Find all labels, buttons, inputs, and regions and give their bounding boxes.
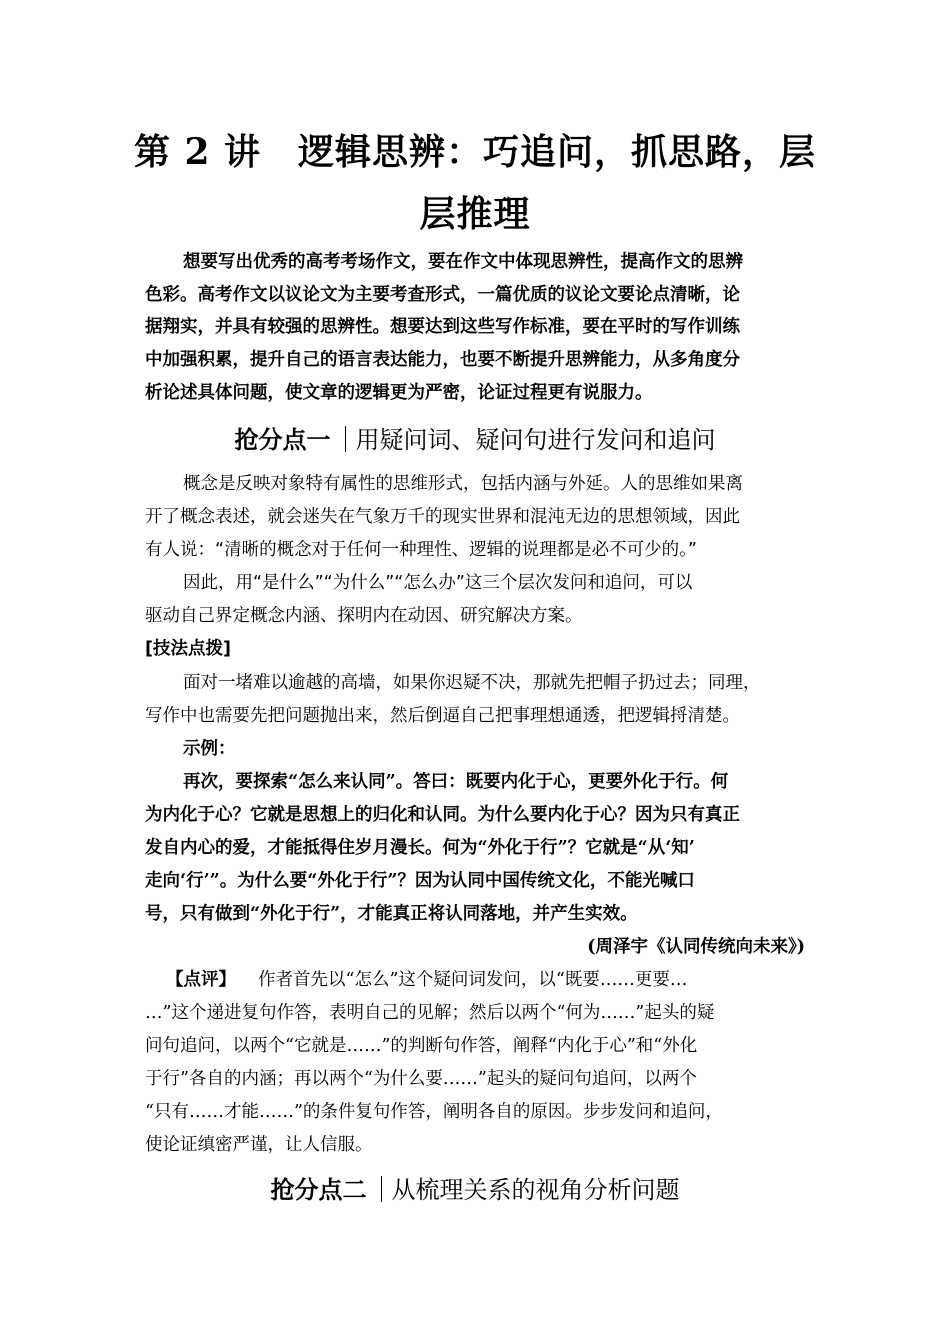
heading-divider — [345, 426, 346, 452]
intro-line: 据翔实，并具有较强的思辨性。想要达到这些写作标准，要在平时的写作训练 — [145, 317, 740, 337]
example-line: 号，只有做到“外化于行”，才能真正将认同落地，并产生实效。 — [145, 904, 638, 924]
body-line: 概念是反映对象特有属性的思维形式，包括内涵与外延。人的思维如果离 — [183, 474, 743, 494]
page-title-line-1: 第 2 讲 逻辑思辨：巧追问，抓思路，层 — [133, 131, 817, 173]
section-heading-lead: 抢分点一 — [234, 426, 331, 454]
comment-line: 于行”各自的内涵；再以两个“为什么要……”起头的疑问句追问，以两个 — [145, 1069, 697, 1089]
comment-label: 【点评】 — [166, 970, 236, 990]
example-label: 示例： — [183, 739, 236, 759]
heading-divider — [381, 1176, 382, 1202]
example-line: 再次，要探索“怎么来认同”。答曰：既要内化于心，更要外化于行。何 — [183, 772, 729, 792]
body-line: 驱动自己界定概念内涵、探明内在动因、研究解决方案。 — [145, 606, 583, 626]
section-heading-1 — [0, 420, 950, 455]
example-line: 发自内心的爱，才能抵得住岁月漫长。何为“外化于行”？它就是“从‘知’ — [145, 838, 695, 858]
section-heading-lead: 抢分点二 — [270, 1176, 367, 1204]
intro-line: 中加强积累，提升自己的语言表达能力，也要不断提升思辨能力，从多角度分 — [145, 350, 740, 370]
body-line: 因此，用“是什么”“为什么”“怎么办”这三个层次发问和追问，可以 — [183, 573, 693, 593]
section-heading-2 — [0, 1170, 950, 1205]
example-line: 走向‘行’”。为什么要“外化于行”？因为认同中国传统文化，不能光喊口 — [145, 871, 695, 891]
comment-line: …”这个递进复句作答，表明自己的见解；然后以两个“何为……”起头的疑 — [145, 1003, 715, 1023]
section-heading-text: 从梳理关系的视角分析问题 — [391, 1176, 680, 1204]
intro-line: 析论述具体问题，使文章的逻辑更为严密，论证过程更有说服力。 — [145, 383, 653, 403]
body-line: 开了概念表述，就会迷失在气象万千的现实世界和混沌无边的思想领域，因此 — [145, 507, 740, 527]
comment-line: 问句追问，以两个“它就是……”的判断句作答，阐释“内化于心”和“外化 — [145, 1036, 698, 1056]
example-source: (周泽宇《认同传统向未来》) — [587, 937, 805, 957]
tips-label: [技法点拨] — [145, 639, 231, 659]
comment-first: 作者首先以“怎么”这个疑问词发问，以“既要……更要… — [258, 970, 688, 990]
section-heading-text: 用疑问词、疑问句进行发问和追问 — [355, 426, 716, 454]
intro-line: 想要写出优秀的高考考场作文，要在作文中体现思辨性，提高作文的思辨 — [183, 252, 743, 272]
tips-line: 写作中也需要先把问题抛出来，然后倒逼自己把事理想通透，把逻辑捋清楚。 — [145, 706, 740, 726]
comment-line: 使论证缜密严谨，让人信服。 — [145, 1135, 373, 1155]
comment-line: “只有……才能……”的条件复句作答，阐明各自的原因。步步发问和追问， — [145, 1102, 723, 1122]
body-line: 有人说：“清晰的概念对于任何一种理性、逻辑的说理都是必不可少的。” — [145, 540, 697, 560]
example-line: 为内化于心？它就是思想上的归化和认同。为什么要内化于心？因为只有真正 — [145, 805, 740, 825]
intro-line: 色彩。高考作文以议论文为主要考查形式，一篇优质的议论文要论点清晰，论 — [145, 285, 740, 305]
tips-line: 面对一堵难以逾越的高墙，如果你迟疑不决，那就先把帽子扔过去；同理， — [183, 673, 761, 693]
comment-line — [166, 966, 687, 991]
page-title-line-2: 层推理 — [419, 193, 531, 235]
